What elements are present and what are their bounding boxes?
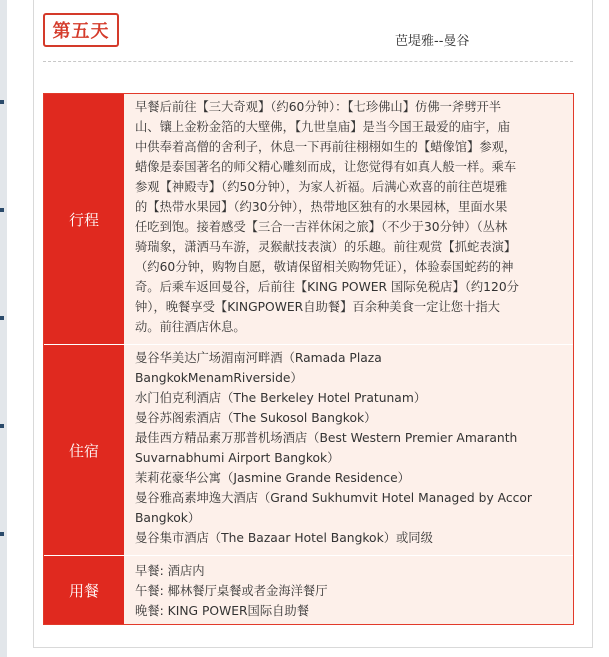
meals-label: 用餐 [44, 556, 124, 624]
schedule-line: 动。前往酒店休息。 [135, 320, 246, 334]
hotel-line: 曼谷雅高素坤逸大酒店（Grand Sukhumvit Hotel Managed by Accor [135, 491, 532, 505]
edge-marker [0, 316, 4, 320]
schedule-line: 奇。后乘车返回曼谷，后前往【KING POWER 国际免税店】（约120分 [135, 280, 519, 294]
schedule-label: 行程 [44, 94, 124, 344]
schedule-line: 钟），晚餐享受【KINGPOWER自助餐】百余种美食一定让您十指大 [135, 300, 500, 314]
schedule-line: 中供奉着高僧的舍利子，休息一下再前往栩栩如生的【蜡像馆】参观， [135, 140, 517, 154]
route-title: 芭堤雅--曼谷 [395, 34, 470, 49]
edge-marker [0, 208, 4, 212]
schedule-line: 的【热带水果园】（约30分钟），热带地区独有的水果园林，里面水果 [135, 200, 508, 214]
dashed-divider [43, 61, 573, 62]
hotel-line: 最佳西方精品素万那普机场酒店（Best Western Premier Amaranth [135, 431, 518, 445]
hotel-line: BangkokMenamRiverside） [135, 371, 303, 385]
hotel-line: 水门伯克利酒店（The Berkeley Hotel Pratunam） [135, 391, 427, 405]
day-badge: 第五天 [43, 13, 119, 47]
schedule-content [124, 94, 573, 344]
schedule-line: 参观【神殿寺】（约50分钟），为家人祈福。后满心欢喜的前往芭堤雅 [135, 180, 508, 194]
meal-line: 早餐: 酒店内 [135, 564, 205, 578]
hotel-content [124, 345, 573, 555]
hotel-line: Bangkok） [135, 511, 201, 525]
hotel-label: 住宿 [44, 345, 124, 555]
schedule-line: 蜡像是泰国著名的师父精心雕刻而成，让您觉得有如真人般一样。乘车 [135, 160, 517, 174]
hotel-row [44, 345, 573, 556]
hotel-line: 曼谷苏阁索酒店（The Sukosol Bangkok） [135, 411, 377, 425]
schedule-row [44, 94, 573, 345]
edge-marker [0, 532, 4, 536]
meal-line: 晚餐: KING POWER国际自助餐 [135, 604, 310, 618]
schedule-line: 早餐后前往【三大奇观】（约60分钟）：【七珍佛山】仿佛一斧劈开半 [135, 100, 502, 114]
hotel-line: 曼谷华美达广场湄南河畔酒（Ramada Plaza [135, 351, 382, 365]
edge-marker [0, 424, 4, 428]
edge-marker [0, 100, 4, 104]
meal-line: 午餐: 椰林餐厅桌餐或者金海洋餐厅 [135, 584, 328, 598]
hotel-line: 曼谷集市酒店（The Bazaar Hotel Bangkok）或同级 [135, 531, 433, 545]
schedule-line: 任吃到饱。接着感受【三合一吉祥休闲之旅】（不少于30分钟）（丛林 [135, 220, 508, 234]
itinerary-table [43, 93, 574, 625]
page-left-edge [0, 0, 7, 657]
schedule-line: 山、镶上金粉金箔的大壁佛，【九世皇庙】是当今国王最爱的庙宇，庙 [135, 120, 511, 134]
schedule-line: 骑瑞象，潇洒马车游，灵猴献技表演）的乐趣。前往观赏【抓蛇表演】 [135, 240, 517, 254]
meals-content [124, 556, 573, 624]
hotel-line: 茉莉花豪华公寓（Jasmine Grande Residence） [135, 471, 410, 485]
schedule-line: （约60分钟，购物自愿，敬请保留相关购物凭证），体验泰国蛇药的神 [135, 260, 514, 274]
hotel-line: Suvarnabhumi Airport Bangkok） [135, 451, 340, 465]
meals-row [44, 556, 573, 624]
